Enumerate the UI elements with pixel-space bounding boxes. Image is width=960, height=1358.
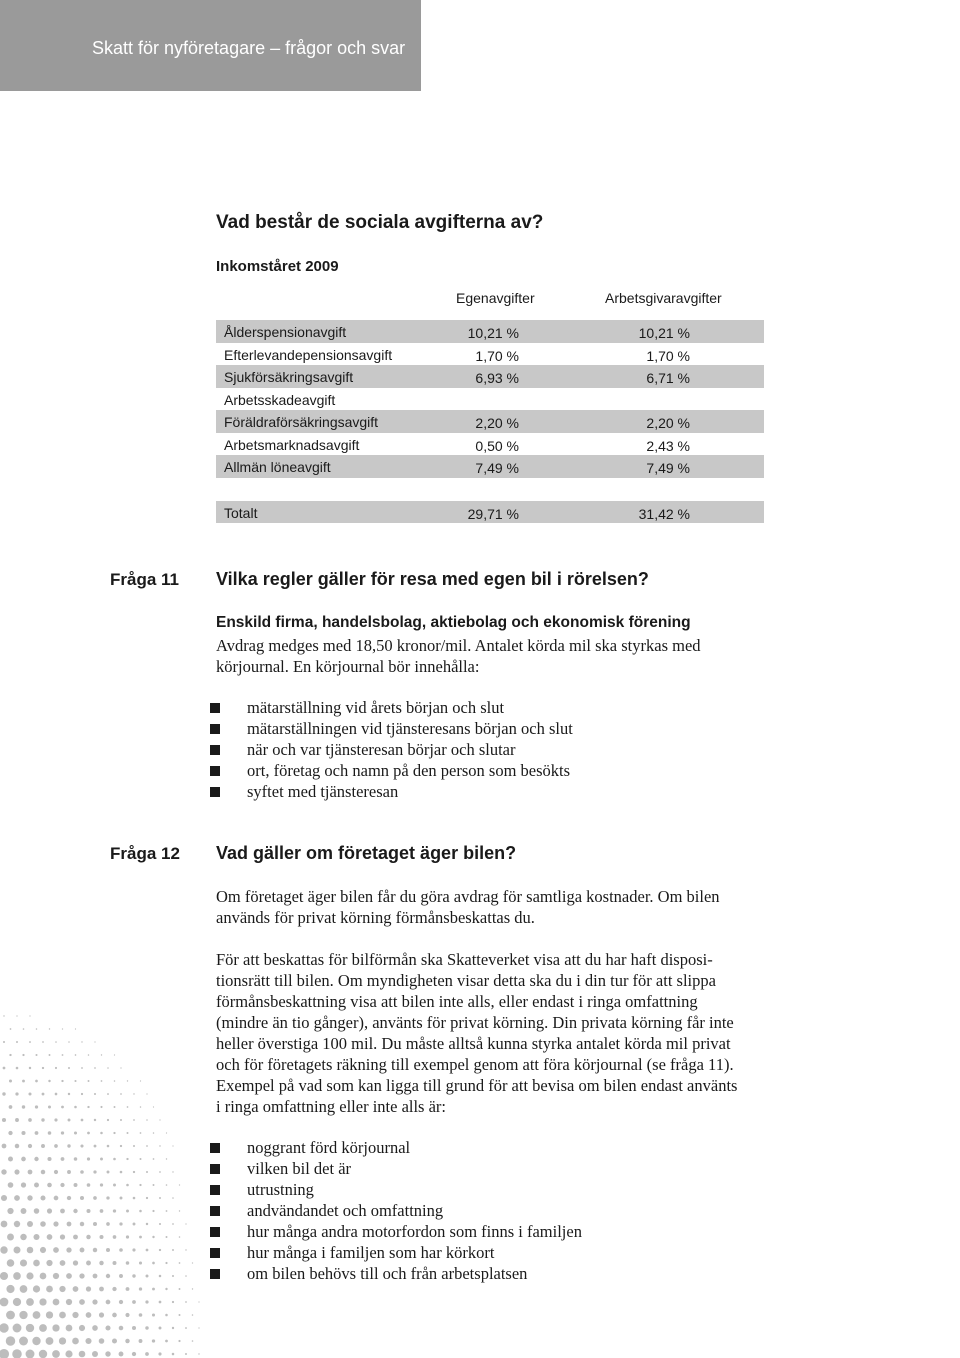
q12-line: (mindre än tio gånger), använts för privat körning. Din privata körning får inte [216, 1013, 734, 1032]
fee-table [216, 320, 764, 523]
q12-label: Fråga 12 [110, 844, 180, 863]
q12-line: används för privat körning förmånsbeskattas du. [216, 908, 535, 927]
q12-bullet-list [210, 1137, 582, 1284]
list-item: noggrant förd körjournal [210, 1137, 582, 1158]
q12-paragraph-2 [216, 949, 776, 1117]
q12-line: i ringa omfattning eller inte alls är: [216, 1097, 447, 1116]
row-label: Ålderspensionavgift [224, 324, 347, 340]
row-egen-value: 1,70 % [475, 347, 519, 364]
list-item: mätarställning vid årets början och slut [210, 697, 573, 718]
row-label: Arbetsskadeavgift [224, 391, 336, 408]
table-row [216, 320, 764, 343]
list-item: hur många andra motorfordon som finns i familjen [210, 1221, 582, 1242]
table-total-row [216, 501, 764, 524]
row-egen-value: 7,49 % [475, 460, 519, 476]
total-arbgiv-value: 31,42 % [638, 505, 690, 522]
q11-paragraph [216, 635, 776, 677]
q11-title: Vilka regler gäller för resa med egen bil i rörelsen? [216, 569, 649, 589]
list-item: hur många i familjen som har körkort [210, 1242, 582, 1263]
row-label: Sjukförsäkringsavgift [224, 369, 354, 385]
header-band [0, 0, 421, 91]
list-item: om bilen behövs till och från arbetsplatsen [210, 1263, 582, 1284]
q12-line: heller överstiga 100 mil. Du måste alltså kunna styrka antalet körda mil privat [216, 1034, 731, 1053]
row-arbgiv-value: 2,43 % [646, 437, 690, 454]
halftone-dots-decoration [0, 960, 240, 1358]
row-egen-value: 2,20 % [475, 415, 519, 431]
table-row [216, 433, 764, 456]
row-arbgiv-value: 7,49 % [646, 460, 690, 476]
table-row [216, 343, 764, 366]
row-egen-value: 10,21 % [467, 325, 519, 341]
q12-line: Om företaget äger bilen får du göra avdrag för samtliga kostnader. Om bilen [216, 887, 720, 906]
q11-subheading: Enskild firma, handelsbolag, aktiebolag och ekonomisk förening [216, 614, 691, 631]
table-row [216, 388, 764, 411]
row-label: Allmän löneavgift [224, 459, 331, 475]
row-label: Föräldraförsäkringsavgift [224, 414, 379, 430]
q12-line: tionsrätt till bilen. Om myndigheten visar detta ska du i din tur för att slippa [216, 971, 716, 990]
table-row [216, 410, 764, 433]
row-label: Efterlevandepensionsavgift [224, 346, 393, 363]
list-item: ort, företag och namn på den person som besökts [210, 760, 573, 781]
table-row [216, 365, 764, 388]
table-row [216, 455, 764, 478]
q11-line: Avdrag medges med 18,50 kronor/mil. Antalet körda mil ska styrkas med [216, 636, 701, 655]
q12-line: förmånsbeskattning visa att bilen inte alls, eller endast i ringa omfattning [216, 992, 698, 1011]
q12-paragraph-1 [216, 886, 776, 928]
row-arbgiv-value: 6,71 % [646, 370, 690, 386]
list-item: andvändandet och omfattning [210, 1200, 582, 1221]
q12-line: Exempel på vad som kan ligga till grund för att bevisa om bilen endast använts [216, 1076, 738, 1095]
q11-bullet-list [210, 697, 573, 802]
q12-title: Vad gäller om företaget äger bilen? [216, 843, 517, 863]
q12-line: För att beskattas för bilförmån ska Skatteverket visa att du har haft disposi- [216, 950, 713, 969]
row-arbgiv-value: 2,20 % [646, 415, 690, 431]
q12-line: och för företagets räkning till exempel genom att föra körjournal (se fråga 11). [216, 1055, 734, 1074]
table-col-egenavgifter: Egenavgifter [456, 290, 535, 306]
total-label: Totalt [224, 504, 258, 521]
q11-label: Fråga 11 [110, 570, 179, 589]
q11-line: körjournal. En körjournal bör innehålla: [216, 657, 480, 676]
list-item: utrustning [210, 1179, 582, 1200]
list-item: mätarställningen vid tjänsteresans början och slut [210, 718, 573, 739]
row-label: Arbetsmarknadsavgift [224, 436, 360, 453]
row-arbgiv-value: 1,70 % [646, 347, 690, 364]
row-egen-value: 6,93 % [475, 370, 519, 386]
section-heading: Vad består de sociala avgifterna av? [216, 212, 544, 233]
section-subheading: Inkomståret 2009 [216, 258, 339, 275]
list-item: syftet med tjänsteresan [210, 781, 573, 802]
row-arbgiv-value: 10,21 % [638, 325, 690, 341]
table-col-arbetsgivaravgifter: Arbetsgivaravgifter [605, 290, 722, 306]
total-egen-value: 29,71 % [467, 505, 519, 522]
row-egen-value: 0,50 % [475, 437, 519, 454]
list-item: när och var tjänsteresan börjar och slutar [210, 739, 573, 760]
header-title: Skatt för nyföretagare – frågor och svar [92, 38, 406, 58]
list-item: vilken bil det är [210, 1158, 582, 1179]
